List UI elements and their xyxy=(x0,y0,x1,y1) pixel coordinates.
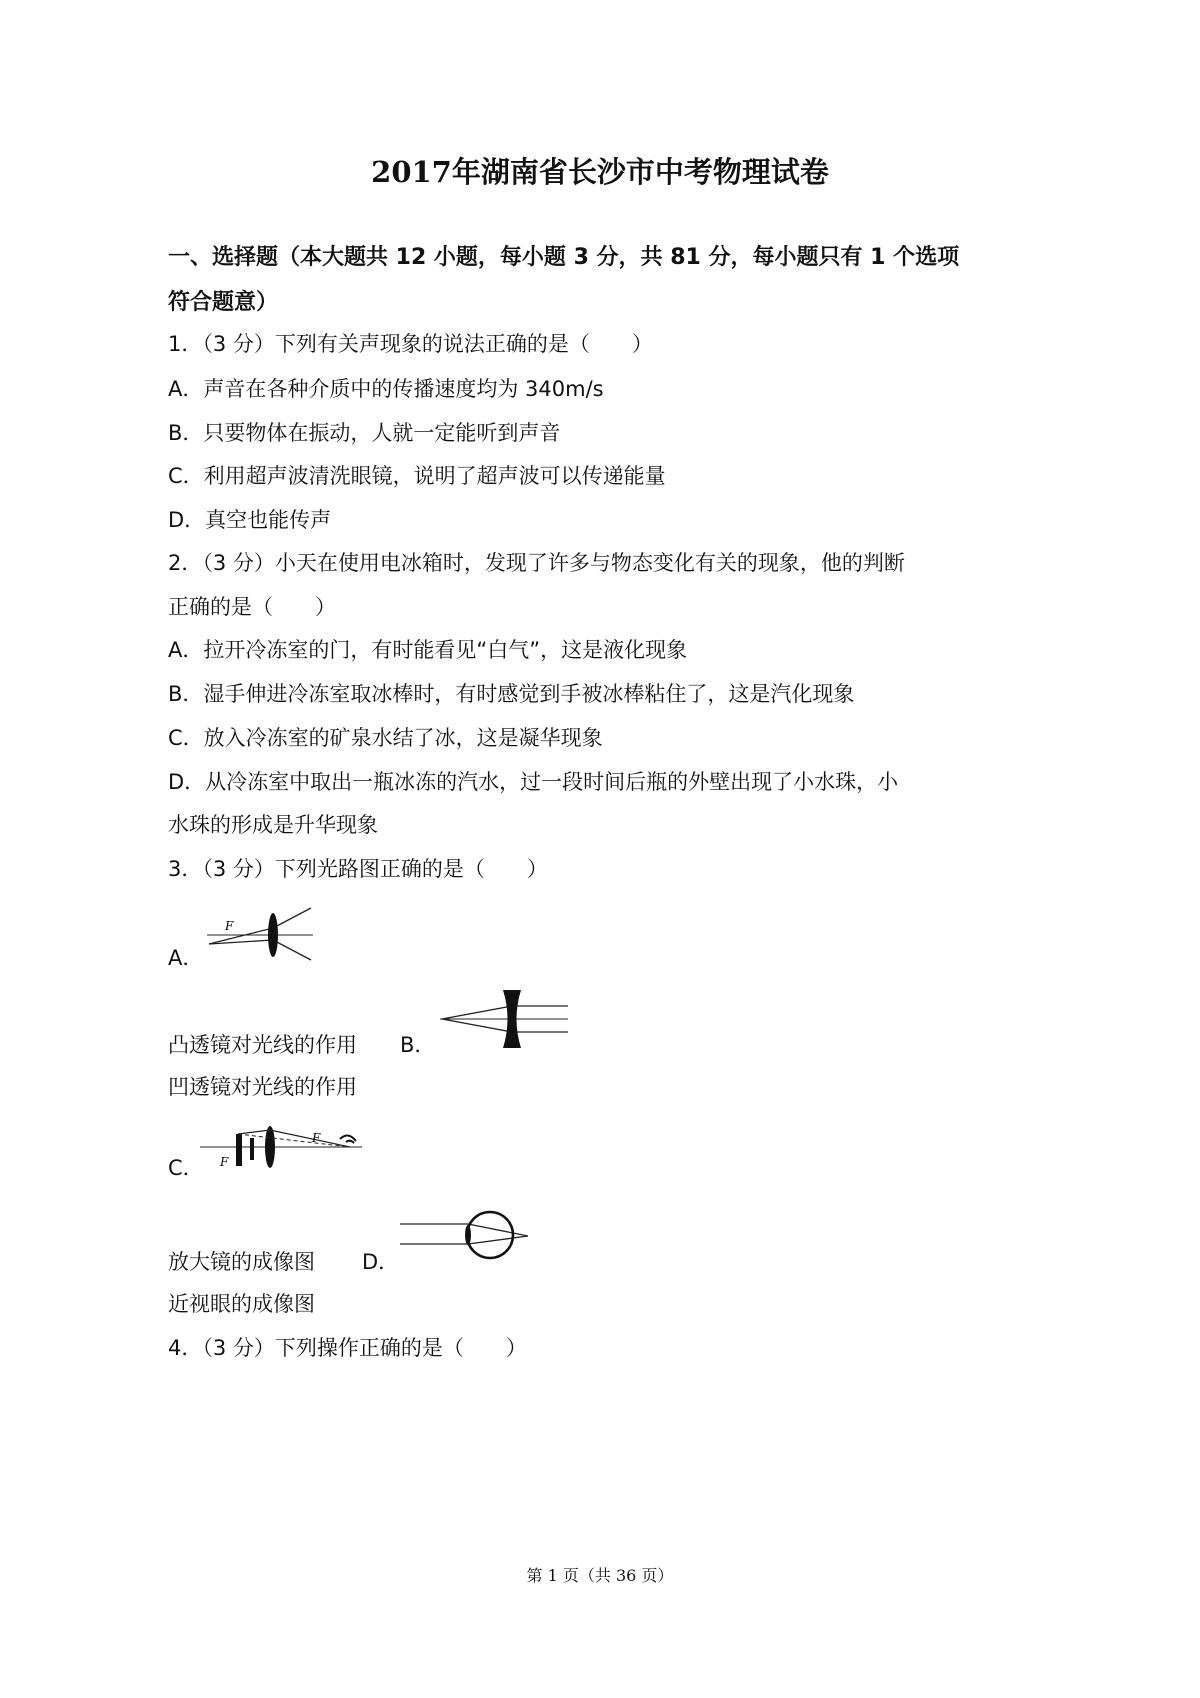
myopia-eye-diagram xyxy=(398,1210,530,1262)
q3-option-c-label: C． xyxy=(168,1156,204,1180)
q3-option-a-caption: 凸透镜对光线的作用 xyxy=(168,1033,357,1057)
focus-label: F xyxy=(225,919,234,933)
q2-option-b: B．湿手伸进冷冻室取冰棒时，有时感觉到手被冰棒粘住了，这是汽化现象 xyxy=(168,682,855,706)
focus-label: F xyxy=(220,1155,229,1169)
q4-stem: 4．（3 分）下列操作正确的是（ ） xyxy=(168,1336,527,1360)
q3-stem: 3．（3 分）下列光路图正确的是（ ） xyxy=(168,857,548,881)
convex-lens-diagram xyxy=(205,906,315,964)
page-title: 2017年湖南省长沙市中考物理试卷 xyxy=(371,155,829,189)
q3-option-d-label: D． xyxy=(362,1250,400,1274)
section-heading-line1: 一、选择题（本大题共 12 小题，每小题 3 分，共 81 分，每小题只有 1 个选项 xyxy=(168,245,960,270)
q2-stem-line2: 正确的是（ ） xyxy=(168,595,336,619)
q2-option-d-line1: D．从冷冻室中取出一瓶冰冻的汽水，过一段时间后瓶的外壁出现了小水珠，小 xyxy=(168,770,899,794)
focus-label: F xyxy=(312,1131,321,1145)
q1-option-a: A．声音在各种介质中的传播速度均为 340m/s xyxy=(168,377,604,401)
q1-stem: 1．（3 分）下列有关声现象的说法正确的是（ ） xyxy=(168,332,653,356)
q3-option-c-caption: 放大镜的成像图 xyxy=(168,1250,315,1274)
section-heading-line2: 符合题意） xyxy=(168,290,279,315)
q1-option-d: D．真空也能传声 xyxy=(168,508,332,532)
page-footer: 第 1 页（共 36 页） xyxy=(526,1566,674,1585)
concave-lens-diagram xyxy=(440,988,570,1050)
magnifier-diagram xyxy=(200,1120,365,1172)
q1-option-b: B．只要物体在振动，人就一定能听到声音 xyxy=(168,421,561,445)
q1-option-c: C．利用超声波清洗眼镜，说明了超声波可以传递能量 xyxy=(168,464,666,488)
q3-option-b-caption: 凹透镜对光线的作用 xyxy=(168,1075,357,1099)
q2-option-d-line2: 水珠的形成是升华现象 xyxy=(168,813,378,837)
q3-option-a-label: A． xyxy=(168,946,204,970)
q2-stem-line1: 2．（3 分）小天在使用电冰箱时，发现了许多与物态变化有关的现象，他的判断 xyxy=(168,551,905,575)
q3-option-b-label: B． xyxy=(400,1033,436,1057)
q3-option-d-caption: 近视眼的成像图 xyxy=(168,1292,315,1316)
q2-option-c: C．放入冷冻室的矿泉水结了冰，这是凝华现象 xyxy=(168,726,603,750)
q2-option-a: A．拉开冷冻室的门，有时能看见“白气”，这是液化现象 xyxy=(168,638,688,662)
